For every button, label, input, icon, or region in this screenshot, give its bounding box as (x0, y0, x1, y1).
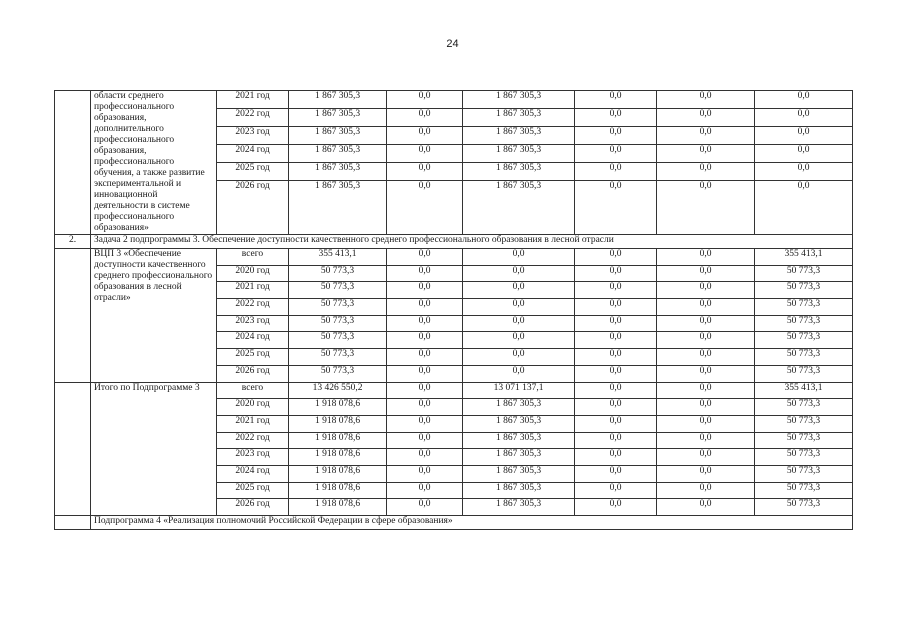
other-cell: 50 773,3 (755, 299, 853, 316)
municipal-budget-cell: 0,0 (575, 382, 657, 399)
year-cell: 2020 год (217, 399, 289, 416)
regional-budget-cell: 0,0 (463, 332, 575, 349)
task-row (55, 235, 853, 249)
regional-budget-cell: 1 867 305,3 (463, 415, 575, 432)
row-index (55, 382, 91, 516)
year-cell: 2020 год (217, 265, 289, 282)
municipal-budget-cell: 0,0 (575, 332, 657, 349)
year-cell: всего (217, 382, 289, 399)
total-cell: 1 918 078,6 (289, 499, 387, 516)
municipal-budget-cell: 0,0 (575, 499, 657, 516)
federal-budget-cell: 0,0 (387, 265, 463, 282)
federal-budget-cell: 0,0 (387, 163, 463, 181)
total-cell: 50 773,3 (289, 282, 387, 299)
extrabudget-cell: 0,0 (657, 399, 755, 416)
total-cell: 1 918 078,6 (289, 449, 387, 466)
row-index (55, 91, 91, 235)
total-cell: 1 918 078,6 (289, 432, 387, 449)
federal-budget-cell: 0,0 (387, 432, 463, 449)
municipal-budget-cell: 0,0 (575, 315, 657, 332)
task-title: Задача 2 подпрограммы 3. Обеспечение доступности качественного среднего профессионального образования в лесной отрасли (91, 235, 853, 249)
total-cell: 1 867 305,3 (289, 181, 387, 235)
other-cell: 50 773,3 (755, 432, 853, 449)
year-cell: 2024 год (217, 332, 289, 349)
year-cell: 2026 год (217, 181, 289, 235)
other-cell: 50 773,3 (755, 449, 853, 466)
federal-budget-cell: 0,0 (387, 249, 463, 266)
total-cell: 1 867 305,3 (289, 109, 387, 127)
table-row (55, 382, 853, 399)
regional-budget-cell: 0,0 (463, 265, 575, 282)
total-cell: 1 867 305,3 (289, 163, 387, 181)
federal-budget-cell: 0,0 (387, 415, 463, 432)
other-cell: 50 773,3 (755, 332, 853, 349)
regional-budget-cell: 1 867 305,3 (463, 449, 575, 466)
year-cell: 2025 год (217, 482, 289, 499)
total-cell: 50 773,3 (289, 332, 387, 349)
municipal-budget-cell: 0,0 (575, 163, 657, 181)
other-cell: 50 773,3 (755, 315, 853, 332)
extrabudget-cell: 0,0 (657, 465, 755, 482)
year-cell: 2021 год (217, 282, 289, 299)
page-number: 24 (446, 38, 459, 50)
total-cell: 50 773,3 (289, 349, 387, 366)
extrabudget-cell: 0,0 (657, 145, 755, 163)
year-cell: 2023 год (217, 449, 289, 466)
federal-budget-cell: 0,0 (387, 299, 463, 316)
municipal-budget-cell: 0,0 (575, 399, 657, 416)
federal-budget-cell: 0,0 (387, 315, 463, 332)
extrabudget-cell: 0,0 (657, 265, 755, 282)
regional-budget-cell: 1 867 305,3 (463, 127, 575, 145)
municipal-budget-cell: 0,0 (575, 465, 657, 482)
federal-budget-cell: 0,0 (387, 482, 463, 499)
program-name: ВЦП 3 «Обеспечение доступности качественного среднего профессионального образования в лесной отрасли» (91, 249, 217, 383)
year-cell: всего (217, 249, 289, 266)
federal-budget-cell: 0,0 (387, 109, 463, 127)
extrabudget-cell: 0,0 (657, 349, 755, 366)
federal-budget-cell: 0,0 (387, 349, 463, 366)
year-cell: 2021 год (217, 415, 289, 432)
municipal-budget-cell: 0,0 (575, 482, 657, 499)
municipal-budget-cell: 0,0 (575, 91, 657, 109)
extrabudget-cell: 0,0 (657, 109, 755, 127)
federal-budget-cell: 0,0 (387, 449, 463, 466)
row-index (55, 516, 91, 530)
year-cell: 2023 год (217, 315, 289, 332)
regional-budget-cell: 0,0 (463, 315, 575, 332)
financing-table (54, 90, 853, 530)
total-cell: 50 773,3 (289, 299, 387, 316)
other-cell: 355 413,1 (755, 249, 853, 266)
total-cell: 50 773,3 (289, 365, 387, 382)
year-cell: 2025 год (217, 349, 289, 366)
other-cell: 0,0 (755, 145, 853, 163)
municipal-budget-cell: 0,0 (575, 299, 657, 316)
other-cell: 0,0 (755, 163, 853, 181)
other-cell: 355 413,1 (755, 382, 853, 399)
extrabudget-cell: 0,0 (657, 249, 755, 266)
total-cell: 1 918 078,6 (289, 465, 387, 482)
extrabudget-cell: 0,0 (657, 91, 755, 109)
regional-budget-cell: 0,0 (463, 349, 575, 366)
other-cell: 50 773,3 (755, 265, 853, 282)
total-cell: 1 867 305,3 (289, 91, 387, 109)
regional-budget-cell: 1 867 305,3 (463, 145, 575, 163)
total-cell: 50 773,3 (289, 265, 387, 282)
municipal-budget-cell: 0,0 (575, 127, 657, 145)
total-cell: 13 426 550,2 (289, 382, 387, 399)
task-row (55, 516, 853, 530)
municipal-budget-cell: 0,0 (575, 415, 657, 432)
extrabudget-cell: 0,0 (657, 432, 755, 449)
year-cell: 2021 год (217, 91, 289, 109)
other-cell: 50 773,3 (755, 282, 853, 299)
other-cell: 50 773,3 (755, 415, 853, 432)
federal-budget-cell: 0,0 (387, 91, 463, 109)
regional-budget-cell: 1 867 305,3 (463, 181, 575, 235)
municipal-budget-cell: 0,0 (575, 265, 657, 282)
municipal-budget-cell: 0,0 (575, 349, 657, 366)
program-name: области среднего профессионального образования, дополнительного профессионального образования, профессионального обучения, а также развитие экспериментальной и инновационной деятельности в системе профессионального образования» (91, 91, 217, 235)
extrabudget-cell: 0,0 (657, 315, 755, 332)
extrabudget-cell: 0,0 (657, 499, 755, 516)
municipal-budget-cell: 0,0 (575, 432, 657, 449)
table-row (55, 91, 853, 109)
municipal-budget-cell: 0,0 (575, 181, 657, 235)
year-cell: 2024 год (217, 145, 289, 163)
total-cell: 355 413,1 (289, 249, 387, 266)
municipal-budget-cell: 0,0 (575, 249, 657, 266)
task-title: Подпрограмма 4 «Реализация полномочий Российской Федерации в сфере образования» (91, 516, 853, 530)
year-cell: 2023 год (217, 127, 289, 145)
other-cell: 50 773,3 (755, 465, 853, 482)
extrabudget-cell: 0,0 (657, 299, 755, 316)
total-cell: 1 918 078,6 (289, 399, 387, 416)
municipal-budget-cell: 0,0 (575, 282, 657, 299)
other-cell: 0,0 (755, 181, 853, 235)
year-cell: 2026 год (217, 365, 289, 382)
total-cell: 1 867 305,3 (289, 145, 387, 163)
municipal-budget-cell: 0,0 (575, 145, 657, 163)
federal-budget-cell: 0,0 (387, 181, 463, 235)
regional-budget-cell: 1 867 305,3 (463, 163, 575, 181)
extrabudget-cell: 0,0 (657, 415, 755, 432)
year-cell: 2022 год (217, 109, 289, 127)
federal-budget-cell: 0,0 (387, 499, 463, 516)
other-cell: 50 773,3 (755, 399, 853, 416)
other-cell: 0,0 (755, 127, 853, 145)
extrabudget-cell: 0,0 (657, 127, 755, 145)
federal-budget-cell: 0,0 (387, 145, 463, 163)
regional-budget-cell: 1 867 305,3 (463, 109, 575, 127)
extrabudget-cell: 0,0 (657, 163, 755, 181)
year-cell: 2025 год (217, 163, 289, 181)
regional-budget-cell: 1 867 305,3 (463, 91, 575, 109)
regional-budget-cell: 1 867 305,3 (463, 432, 575, 449)
extrabudget-cell: 0,0 (657, 282, 755, 299)
federal-budget-cell: 0,0 (387, 382, 463, 399)
program-name: Итого по Подпрограмме 3 (91, 382, 217, 516)
other-cell: 50 773,3 (755, 349, 853, 366)
total-cell: 50 773,3 (289, 315, 387, 332)
table-row (55, 249, 853, 266)
municipal-budget-cell: 0,0 (575, 109, 657, 127)
total-cell: 1 867 305,3 (289, 127, 387, 145)
year-cell: 2022 год (217, 432, 289, 449)
regional-budget-cell: 0,0 (463, 249, 575, 266)
federal-budget-cell: 0,0 (387, 282, 463, 299)
year-cell: 2024 год (217, 465, 289, 482)
year-cell: 2022 год (217, 299, 289, 316)
regional-budget-cell: 13 071 137,1 (463, 382, 575, 399)
extrabudget-cell: 0,0 (657, 181, 755, 235)
extrabudget-cell: 0,0 (657, 365, 755, 382)
municipal-budget-cell: 0,0 (575, 365, 657, 382)
federal-budget-cell: 0,0 (387, 465, 463, 482)
regional-budget-cell: 0,0 (463, 365, 575, 382)
federal-budget-cell: 0,0 (387, 399, 463, 416)
extrabudget-cell: 0,0 (657, 449, 755, 466)
federal-budget-cell: 0,0 (387, 127, 463, 145)
row-index (55, 249, 91, 383)
regional-budget-cell: 0,0 (463, 282, 575, 299)
extrabudget-cell: 0,0 (657, 332, 755, 349)
extrabudget-cell: 0,0 (657, 482, 755, 499)
other-cell: 50 773,3 (755, 499, 853, 516)
regional-budget-cell: 1 867 305,3 (463, 465, 575, 482)
extrabudget-cell: 0,0 (657, 382, 755, 399)
other-cell: 0,0 (755, 91, 853, 109)
regional-budget-cell: 1 867 305,3 (463, 482, 575, 499)
regional-budget-cell: 1 867 305,3 (463, 399, 575, 416)
other-cell: 50 773,3 (755, 365, 853, 382)
year-cell: 2026 год (217, 499, 289, 516)
federal-budget-cell: 0,0 (387, 365, 463, 382)
total-cell: 1 918 078,6 (289, 482, 387, 499)
other-cell: 50 773,3 (755, 482, 853, 499)
regional-budget-cell: 0,0 (463, 299, 575, 316)
regional-budget-cell: 1 867 305,3 (463, 499, 575, 516)
municipal-budget-cell: 0,0 (575, 449, 657, 466)
federal-budget-cell: 0,0 (387, 332, 463, 349)
total-cell: 1 918 078,6 (289, 415, 387, 432)
other-cell: 0,0 (755, 109, 853, 127)
row-index: 2. (55, 235, 91, 249)
